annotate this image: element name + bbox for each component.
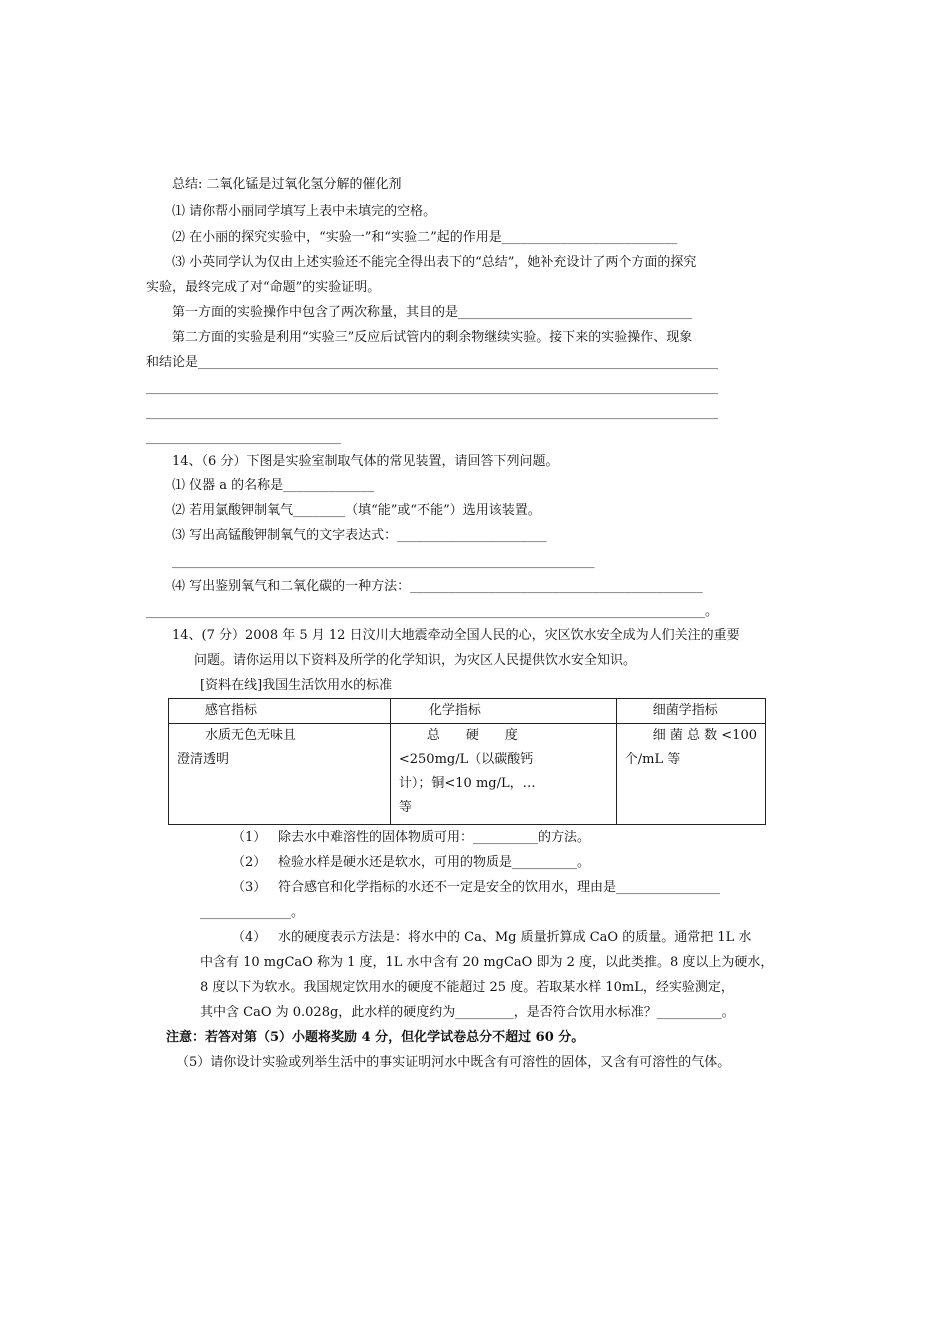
table-header-row xyxy=(169,699,766,724)
q14b-stem-line1: 14、(7 分）2008 年 5 月 12 日汶川大地震牵动全国人民的心，灾区饮水安全成为人们关注的重要 xyxy=(172,628,740,643)
answer-blank-line: ______________________________ xyxy=(146,430,341,445)
table-header-cell: 细菌学指标 xyxy=(616,699,765,724)
answer-blank-line: ________________________________________________________________________________________ xyxy=(146,380,718,395)
subq-number: （2） xyxy=(232,855,267,870)
q14a-part1: ⑴ 仪器 a 的名称是______________ xyxy=(172,478,375,493)
subq-number: （4） xyxy=(232,930,267,945)
cell-text: 计）；铜<10 mg/L，… xyxy=(398,776,536,791)
q13-first-aspect: 第一方面的实验操作中包含了两次称量，其目的是____________________________________ xyxy=(172,305,693,320)
q14b-subq4-line2: 中含有 10 mgCaO 称为 1 度，1L 水中含有 20 mgCaO 即为 2 度，以此类推。8 度以上为硬水， xyxy=(200,955,774,970)
table-header-cell: 化学指标 xyxy=(390,699,616,724)
q14b-subq4-line4: 其中含 CaO 为 0.028g，此水样的硬度约为_________，是否符合饮用水标准？__________。 xyxy=(200,1005,735,1020)
q14b-subq4-line3: 8 度以下为软水。我国规定饮用水的硬度不能超过 25 度。若取某水样 10mL，经实验测定， xyxy=(200,980,734,995)
q13-part3-line1: ⑶ 小英同学认为仅由上述实验还不能完全得出表下的“总结”，她补充设计了两个方面的探究 xyxy=(172,255,697,270)
q13-second-aspect-line2: 和结论是________________________________________________________________________________ xyxy=(146,355,719,370)
q14b-subq5: （5）请你设计实验或列举生活中的事实证明河水中既含有可溶性的固体，又含有可溶性的气体。 xyxy=(176,1055,731,1070)
cell-text: 澄清透明 xyxy=(177,752,230,767)
table-header-cell: 感官指标 xyxy=(169,699,391,724)
table-cell-bacterial xyxy=(616,724,765,825)
cell-text: <250mg/L（以碳酸钙 xyxy=(398,752,534,767)
q14b-stem-line2: 问题。请你运用以下资料及所学的化学知识，为灾区人民提供饮水安全知识。 xyxy=(194,653,637,668)
q14a-part2: ⑵ 若用氯酸钾制氧气________（填“能”或“不能”）选用该装置。 xyxy=(172,503,541,518)
answer-blank-line: ________________________________________________________________________________________ xyxy=(146,405,718,420)
answer-blank-line: ______________________________________________________________________________________。 xyxy=(146,604,718,619)
cell-text: 个/mL 等 xyxy=(624,752,681,767)
q14b-subq2: 检验水样是硬水还是软水，可用的物质是__________。 xyxy=(278,855,591,870)
cell-text: 等 xyxy=(398,800,412,815)
subq-number: （1） xyxy=(232,830,267,845)
cell-text: 水质无色无味且 xyxy=(205,728,297,743)
table-row xyxy=(169,724,766,825)
bonus-note: 注意：若答对第（5）小题将奖励 4 分，但化学试卷总分不超过 60 分。 xyxy=(166,1030,585,1045)
q14b-subq4-line1: 水的硬度表示方法是：将水中的 Ca、Mg 质量折算成 CaO 的质量。通常把 1L 水 xyxy=(278,930,752,945)
q13-part2: ⑵ 在小丽的探究实验中，“实验一”和“实验二”起的作用是___________________________ xyxy=(172,230,678,245)
cell-text: 总 硬 度 xyxy=(426,728,518,743)
table-cell-sensory xyxy=(169,724,391,825)
q14a-stem: 14、（6 分）下图是实验室制取气体的常见装置，请回答下列问题。 xyxy=(172,454,559,469)
subq-number: （3） xyxy=(232,880,267,895)
water-standard-table xyxy=(168,698,766,825)
q14b-subq3: 符合感官和化学指标的水还不一定是安全的饮用水，理由是________________ xyxy=(278,880,721,895)
q13-second-aspect-line1: 第二方面的实验是利用“实验三”反应后试管内的剩余物继续实验。接下来的实验操作、现象 xyxy=(172,330,693,345)
q14b-subq1: 除去水中难溶性的固体物质可用：__________的方法。 xyxy=(278,830,591,845)
q14a-part4: ⑷ 写出鉴别氧气和二氧化碳的一种方法：_____________________________________________ xyxy=(172,579,703,594)
q13-part1: ⑴ 请你帮小丽同学填写上表中未填完的空格。 xyxy=(172,204,437,219)
answer-blank-line: _________________________________________________________________ xyxy=(172,554,595,569)
summary-text: 总结: 二氧化锰是过氧化氢分解的催化剂 xyxy=(172,177,402,192)
resource-title: [资料在线]我国生活饮用水的标准 xyxy=(200,678,393,693)
q13-part3-line2: 实验，最终完成了对“命题”的实验证明。 xyxy=(146,280,381,295)
cell-text: 细 菌 总 数 <100 xyxy=(652,728,757,743)
answer-blank-line: ______________。 xyxy=(200,905,305,920)
table-cell-chemical xyxy=(390,724,616,825)
q14a-part3: ⑶ 写出高锰酸钾制氧气的文字表达式：_______________________ xyxy=(172,528,547,543)
